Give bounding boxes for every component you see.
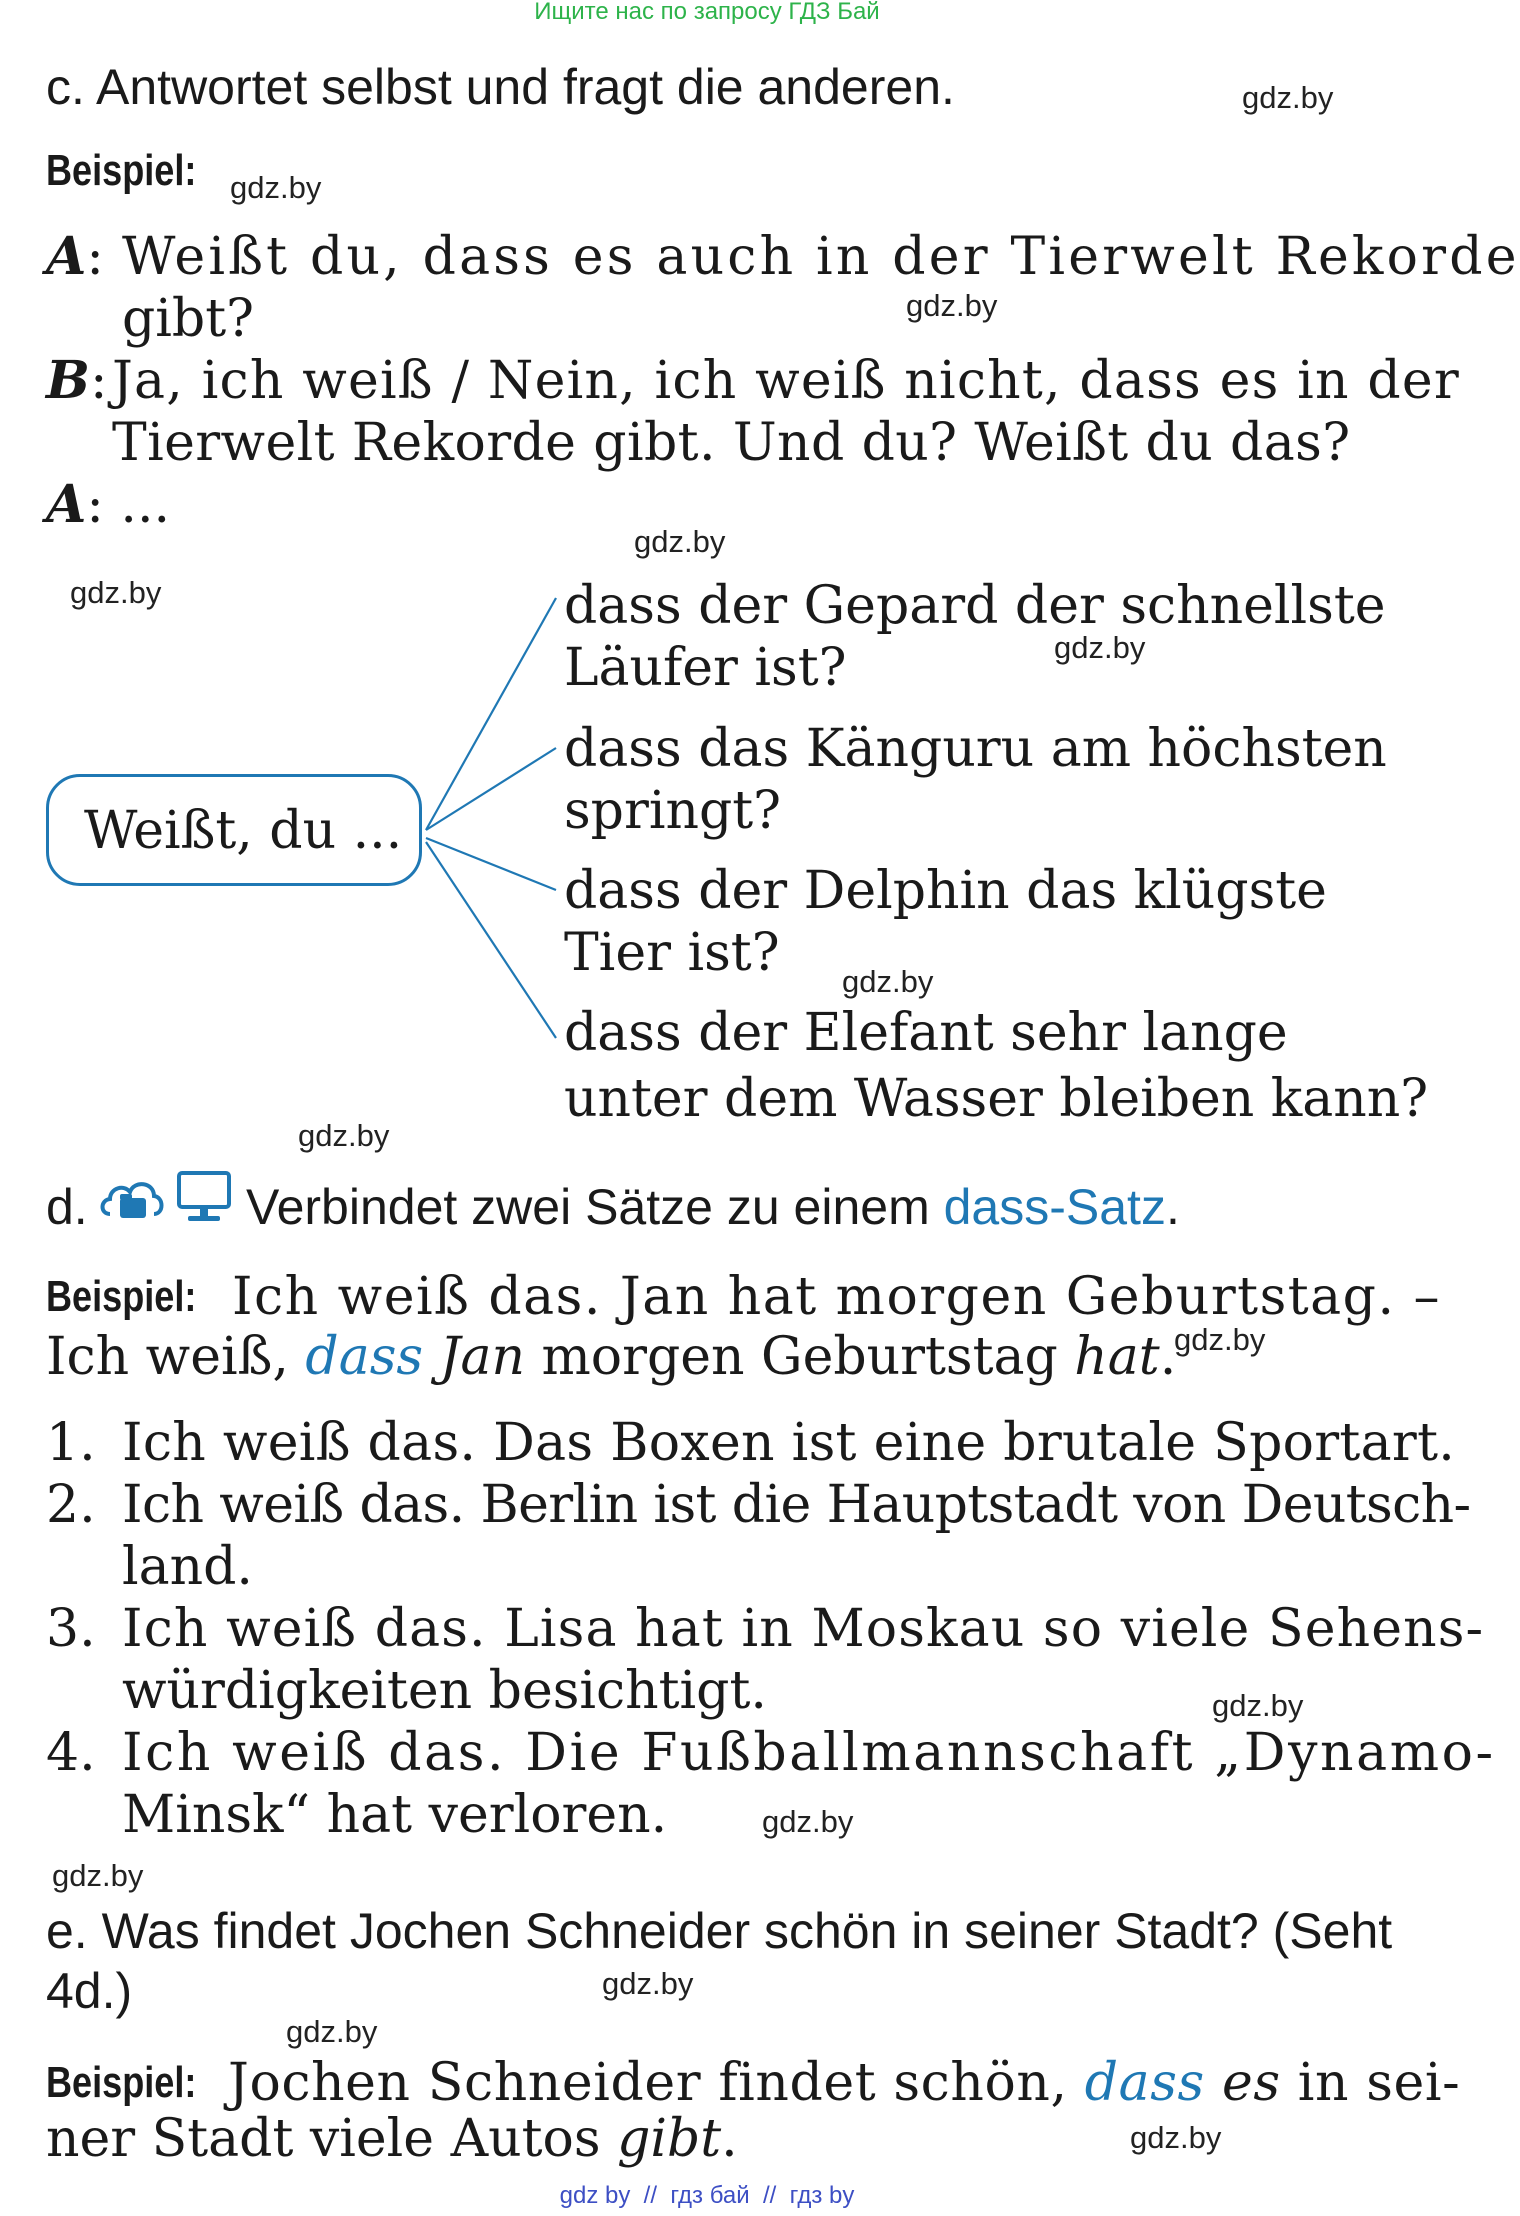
list-item-2-num: 2. [46,1475,96,1535]
list-item-3-line1: Ich weiß das. Lisa hat in Moskau so viele Sehens- [122,1599,1485,1659]
list-item-4-num: 4. [46,1723,96,1783]
dialog-a-text1: Weißt du, dass es auch in der Tierwelt Rekorde [122,227,1520,287]
speaker-a: A [46,226,87,287]
watermark: gdz.by [298,1118,390,1153]
watermark: gdz.by [906,288,998,323]
list-item-2-line2: land. [122,1537,253,1597]
footer-link[interactable]: gdz by // гдз бай // гдз by [559,2182,855,2209]
dialog-b-text1: Ja, ich weiß / Nein, ich weiß nicht, dass es in der [112,351,1460,411]
branch-2-line1: dass das Känguru am höchsten [564,719,1387,779]
cloud-folder-icon [98,1170,168,1226]
watermark: gdz.by [1174,1322,1266,1357]
branch-2-line2: springt? [564,781,782,841]
branch-3-line1: dass der Delphin das klügste [564,861,1327,921]
list-item-4-line1: Ich weiß das. Die Fußballmannschaft „Dynamo- [122,1723,1496,1783]
list-item-3-line2: würdigkeiten besichtigt. [122,1661,767,1721]
list-item-4-line2: Minsk“ hat verloren. [122,1785,668,1845]
watermark: gdz.by [602,1966,694,2001]
example-d-line2: Ich weiß, dass Jan morgen Geburtstag hat. [46,1327,1177,1387]
watermark: gdz.by [52,1858,144,1893]
dialog-a-line1: A: [46,226,104,287]
watermark: gdz.by [634,524,726,559]
dass-satz-highlight: dass-Satz [943,1179,1166,1235]
watermark: gdz.by [70,575,162,610]
example-e-line1: Jochen Schneider findet schön, dass es in sei- [228,2053,1461,2113]
list-item-1-num: 1. [46,1413,96,1473]
branch-4-line1: dass der Elefant sehr lange [564,1003,1288,1063]
mindmap-bubble-text: Weißt, du ... [84,801,403,861]
example-label-e: Beispiel: [46,2058,197,2107]
example-label-c: Beispiel: [46,146,197,195]
example-e-line2: ner Stadt viele Autos gibt. [46,2109,738,2169]
section-e-title-line1: e. Was findet Jochen Schneider schön in seiner Stadt? (Seht [46,1903,1393,1959]
section-d-title: Verbindet zwei Sätze zu einem dass-Satz. [246,1179,1180,1235]
section-e-title-line2: 4d.) [46,1963,133,2019]
top-banner[interactable]: Ищите нас по запросу ГДЗ Бай [534,0,880,25]
section-d-prefix: d. [46,1179,88,1235]
dialog-b-text2: Tierwelt Rekorde gibt. Und du? Weißt du das? [112,413,1351,473]
watermark: gdz.by [842,964,934,999]
branch-1-line2: Läufer ist? [564,638,847,698]
watermark: gdz.by [230,170,322,205]
speaker-b: B [46,350,90,411]
section-c-title: c. Antwortet selbst und fragt die anderen. [46,59,955,115]
branch-1-line1: dass der Gepard der schnellste [564,576,1386,636]
list-item-2-line1: Ich weiß das. Berlin ist die Hauptstadt von Deutsch- [122,1475,1471,1535]
example-label-d: Beispiel: [46,1272,197,1321]
dialog-b-line1: B: [46,350,108,411]
watermark: gdz.by [762,1804,854,1839]
watermark: gdz.by [1054,630,1146,665]
monitor-icon [174,1168,234,1226]
branch-4-line2: unter dem Wasser bleiben kann? [564,1069,1429,1129]
dialog-a-text2: gibt? [122,289,254,349]
list-item-1-line1: Ich weiß das. Das Boxen ist eine brutale Sportart. [122,1413,1456,1473]
watermark: gdz.by [1212,1688,1304,1723]
example-d-line1: Ich weiß das. Jan hat morgen Geburtstag. – [232,1267,1442,1327]
watermark: gdz.by [1130,2120,1222,2155]
watermark: gdz.by [1242,80,1334,115]
watermark: gdz.by [286,2014,378,2049]
branch-3-line2: Tier ist? [564,923,780,983]
list-item-3-num: 3. [46,1599,96,1659]
dialog-a-line2: A: ... [46,474,171,535]
